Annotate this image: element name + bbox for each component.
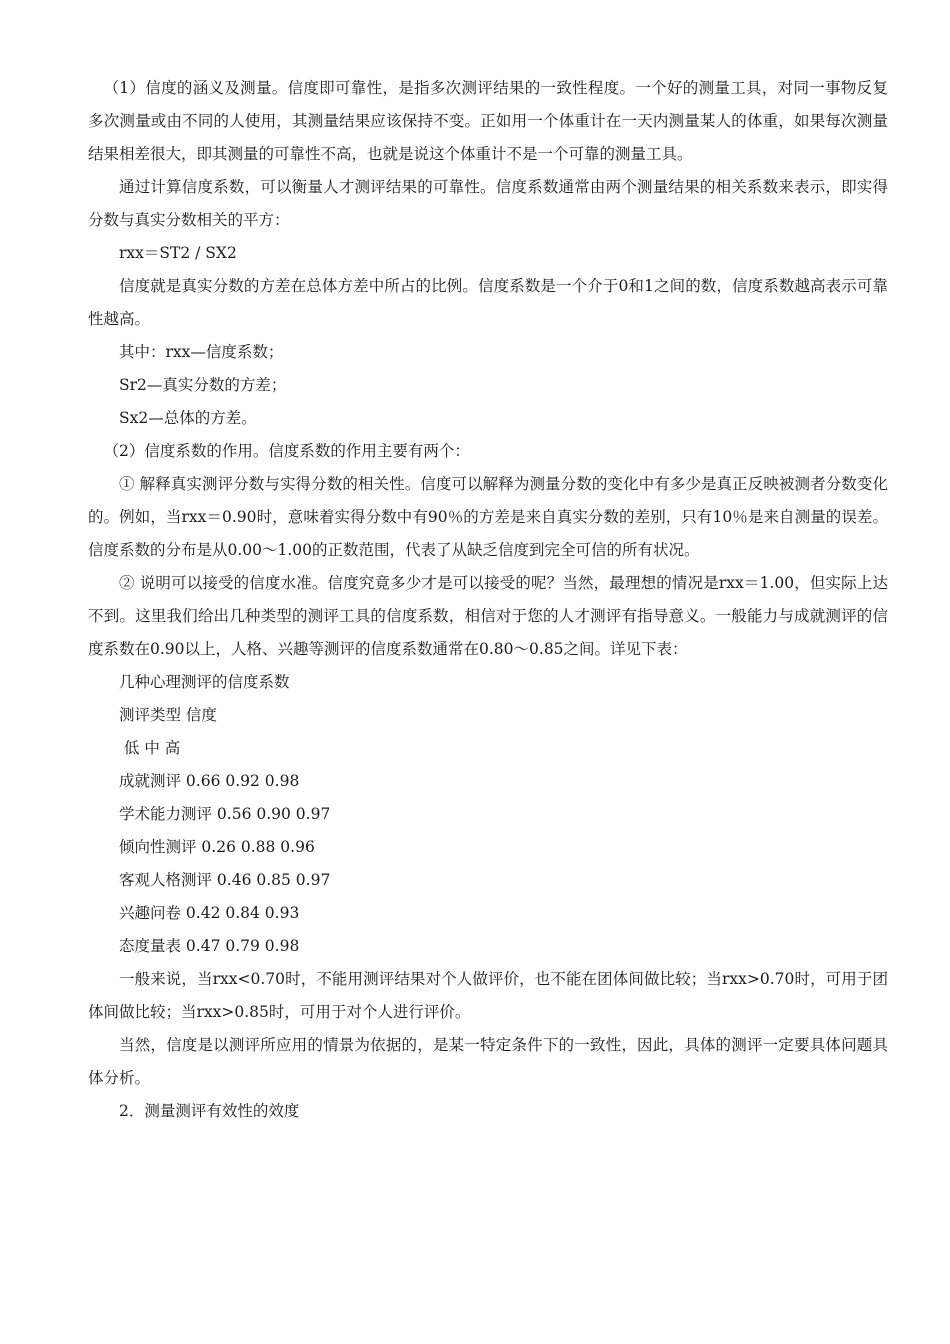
table-row: 学术能力测评 0.56 0.90 0.97 — [119, 805, 331, 823]
paragraph-variance-ratio: 信度就是真实分数的方差在总体方差中所占的比例。信度系数是一个介于0和1之间的数，信度系数越高表示可靠性越高。 — [88, 277, 888, 328]
paragraph-reliability-coefficient: 通过计算信度系数，可以衡量人才测评结果的可靠性。信度系数通常由两个测量结果的相关系数来表示，即实得分数与真实分数相关的平方： — [88, 178, 888, 229]
paragraph-threshold: 一般来说，当rxx<0.70时，不能用测评结果对个人做评价，也不能在团体间做比较；当rxx>0.70时，可用于团体间做比较；当rxx>0.85时，可用于对个人进行评价。 — [88, 970, 888, 1021]
reliability-table — [88, 666, 888, 963]
table-subheader: 低 中 高 — [119, 739, 181, 757]
definition-sr2: Sr2—真实分数的方差； — [119, 376, 287, 394]
table-row: 态度量表 0.47 0.79 0.98 — [119, 937, 300, 955]
document-body — [88, 72, 888, 1128]
table-row: 成就测评 0.66 0.92 0.98 — [119, 772, 300, 790]
definition-sx2: Sx2—总体的方差。 — [119, 409, 257, 427]
table-title: 几种心理测评的信度系数 — [119, 673, 290, 691]
table-header: 测评类型 信度 — [119, 706, 217, 724]
paragraph-coefficient-role: （2）信度系数的作用。信度系数的作用主要有两个： — [103, 442, 470, 460]
section-heading-validity: 2．测量测评有效性的效度 — [119, 1102, 300, 1120]
paragraph-role-two: ② 说明可以接受的信度水准。信度究竟多少才是可以接受的呢？当然，最理想的情况是rxx＝1.00，但实际上达不到。这里我们给出几种类型的测评工具的信度系数，相信对于您的人才测评有指导意义。一般能力与成就测评的信度系数在0.90以上，人格、兴趣等测评的信度系数通常在0.80～0.85之间。详见下表： — [88, 574, 888, 658]
table-row: 兴趣问卷 0.42 0.84 0.93 — [119, 904, 300, 922]
definition-rxx: 其中：rxx—信度系数； — [119, 343, 284, 361]
paragraph-reliability-definition: （1）信度的涵义及测量。信度即可靠性，是指多次测评结果的一致性程度。一个好的测量工具，对同一事物反复多次测量或由不同的人使用，其测量结果应该保持不变。正如用一个体重计在一天内测量某人的体重，如果每次测量结果相差很大，即其测量的可靠性不高，也就是说这个体重计不是一个可靠的测量工具。 — [88, 79, 888, 163]
paragraph-context: 当然，信度是以测评所应用的情景为依据的，是某一特定条件下的一致性，因此，具体的测评一定要具体问题具体分析。 — [88, 1036, 888, 1087]
paragraph-role-one: ① 解释真实测评分数与实得分数的相关性。信度可以解释为测量分数的变化中有多少是真正反映被测者分数变化的。例如，当rxx＝0.90时，意味着实得分数中有90％的方差是来自真实分数的差别，只有10％是来自测量的误差。信度系数的分布是从0.00～1.00的正数范围，代表了从缺乏信度到完全可信的所有状况。 — [88, 475, 888, 559]
table-row: 倾向性测评 0.26 0.88 0.96 — [119, 838, 315, 856]
formula: rxx＝ST2 / SX2 — [119, 244, 237, 262]
table-row: 客观人格测评 0.46 0.85 0.97 — [119, 871, 331, 889]
